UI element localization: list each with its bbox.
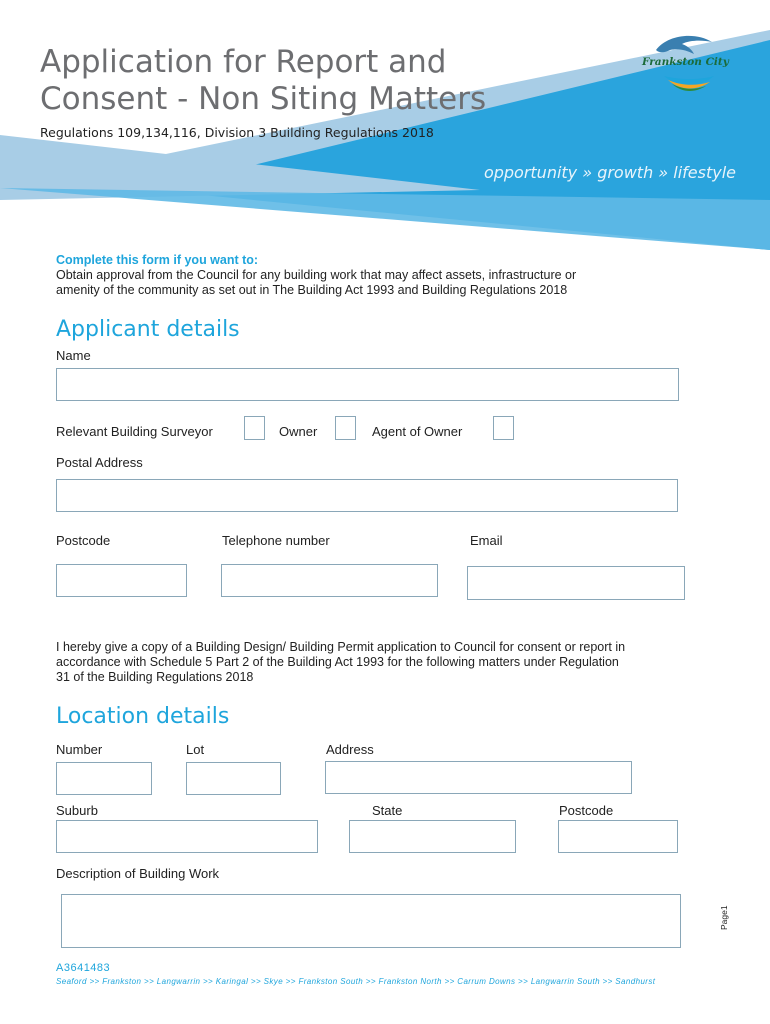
role-owner-label: Owner: [279, 424, 318, 439]
address-label: Address: [326, 742, 374, 757]
telephone-field[interactable]: [221, 564, 438, 597]
number-field[interactable]: [56, 762, 152, 795]
logo-text: Frankston City: [642, 56, 729, 68]
role-owner-checkbox[interactable]: [335, 416, 356, 440]
applicant-details-heading: Applicant details: [56, 317, 240, 342]
postcode-field[interactable]: [56, 564, 187, 597]
state-label: State: [372, 803, 403, 818]
regulations-text: Regulations 109,134,116, Division 3 Building Regulations 2018: [40, 125, 434, 140]
document-code: A3641483: [56, 962, 111, 974]
state-field[interactable]: [349, 820, 516, 853]
lot-field[interactable]: [186, 762, 281, 795]
number-label: Number: [56, 742, 103, 757]
location-postcode-field[interactable]: [558, 820, 678, 853]
lot-label: Lot: [186, 742, 205, 757]
declaration-line-1: I hereby give a copy of a Building Design/ Building Permit application to Council for consent or report in: [56, 640, 626, 654]
location-details-heading: Location details: [56, 704, 230, 729]
location-postcode-label: Postcode: [559, 803, 614, 818]
suburb-field[interactable]: [56, 820, 318, 853]
role-surveyor-label: Relevant Building Surveyor: [56, 424, 213, 439]
description-field[interactable]: [61, 894, 681, 948]
declaration-text: [56, 640, 625, 685]
role-agent-label: Agent of Owner: [372, 424, 463, 439]
role-surveyor-checkbox[interactable]: [244, 416, 265, 440]
address-field[interactable]: [325, 761, 632, 794]
frankston-city-logo: [638, 30, 732, 96]
page-title: [40, 44, 486, 118]
email-label: Email: [470, 533, 503, 548]
intro-line-2: amenity of the community as set out in The Building Act 1993 and Building Regulations 2018: [56, 283, 568, 297]
postcode-label: Postcode: [56, 533, 111, 548]
declaration-line-3: 31 of the Building Regulations 2018: [56, 670, 254, 684]
postal-address-label: Postal Address: [56, 455, 143, 470]
suburbs-list: Seaford >> Frankston >> Langwarrin >> Karingal >> Skye >> Frankston South >> Frankston North >> Carrum Downs >> Langwarrin South >> Sandhurst: [56, 977, 656, 986]
name-label: Name: [56, 348, 91, 363]
title-line-1: Application for Report and: [40, 44, 447, 80]
title-line-2: Consent - Non Siting Matters: [40, 81, 487, 117]
email-field[interactable]: [467, 566, 685, 600]
intro-text: [56, 268, 576, 298]
role-agent-checkbox[interactable]: [493, 416, 514, 440]
intro-line-1: Obtain approval from the Council for any building work that may affect assets, infrastructure or: [56, 268, 577, 282]
description-label: Description of Building Work: [56, 866, 220, 881]
tagline: opportunity » growth » lifestyle: [483, 163, 736, 182]
page-label: Page1: [719, 905, 729, 930]
name-field[interactable]: [56, 368, 679, 401]
telephone-label: Telephone number: [222, 533, 330, 548]
intro-heading: Complete this form if you want to:: [56, 253, 259, 267]
declaration-line-2: accordance with Schedule 5 Part 2 of the Building Act 1993 for the following matters under Regulation: [56, 655, 619, 669]
suburb-label: Suburb: [56, 803, 98, 818]
postal-address-field[interactable]: [56, 479, 678, 512]
